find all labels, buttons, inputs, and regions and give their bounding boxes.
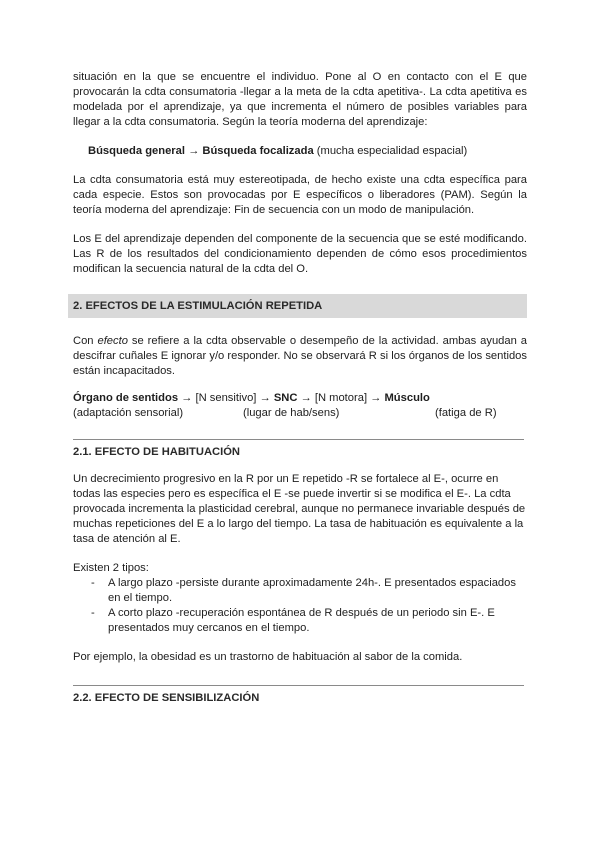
section2-paragraph	[73, 334, 527, 379]
section2-emphasis: efecto	[97, 335, 128, 347]
list-item	[73, 576, 527, 606]
types-list	[73, 576, 527, 636]
chain-arrow-1: → [N sensitivo] →	[178, 392, 274, 404]
intro-paragraph-3: Los E del aprendizaje dependen del componente de la secuencia que se esté modificando. Las R de los resultados del condicionamiento dependen de cómo esos procedimientos modifican la secuencia natural de la cdta del O.	[73, 233, 527, 275]
section-heading-2: 2. EFECTOS DE LA ESTIMULACIÓN REPETIDA	[68, 294, 527, 318]
types-intro: Existen 2 tipos:	[73, 562, 149, 574]
intro-paragraph-1: situación en la que se encuentre el individuo. Pone al O en contacto con el E que provocarán la cdta consumatoria -llegar a la meta de la cdta apetitiva-. La cdta apetitiva es modelada por el aprendizaje, ya que incrementa el número de posibles variables para llegar a la cdta consumatoria. Según la teoría moderna del aprendizaje:	[73, 71, 527, 128]
note-place: (lugar de hab/sens)	[243, 407, 340, 419]
habituation-paragraph: Un decrecimiento progresivo en la R por un E repetido -R se fortalece al E-, ocurre en todas las especies pero es específica el E -se puede invertir si se modifica el E-. La cdta provocada incrementa la plasticidad cerebral, aunque no permanece invariable después de muchas repeticiones del E a lo largo del tiempo. La tasa de habituación es equivalente a la tasa de atención al E.	[73, 473, 526, 545]
list-dash: -	[91, 577, 95, 589]
section2-post: se refiere a la cdta observable o desempeño de la actividad. ambas ayudan a descifrar cuñales E ignorar y/o responder. No se observará R si los órganos de los sentidos están incapacitados.	[73, 335, 527, 377]
list-item-text: A corto plazo -recuperación espontánea de R después de un periodo sin E-. E presentados muy cercanos en el tiempo.	[108, 607, 495, 634]
section-heading-2-2: 2.2. EFECTO DE SENSIBILIZACIÓN	[73, 692, 260, 704]
section2-pre: Con	[73, 335, 98, 347]
chain-organ: Órgano de sentidos	[73, 392, 179, 404]
chain-notes-row	[73, 406, 527, 421]
sensory-chain	[73, 391, 527, 406]
chain-arrow-2: → [N motora] →	[297, 392, 385, 404]
search-sequence-note: (mucha especialidad espacial)	[313, 145, 468, 157]
search-sequence-line	[73, 144, 527, 159]
page-content	[73, 70, 527, 706]
note-fatigue: (fatiga de R)	[435, 407, 497, 419]
section-heading-2-1: 2.1. EFECTO DE HABITUACIÓN	[73, 446, 241, 458]
list-item	[73, 606, 527, 636]
note-adaptation: (adaptación sensorial)	[73, 407, 184, 419]
chain-muscle: Músculo	[384, 392, 430, 404]
chain-snc: SNC	[273, 392, 298, 404]
example-paragraph: Por ejemplo, la obesidad es un trastorno de habituación al sabor de la comida.	[73, 651, 463, 663]
list-dash: -	[91, 607, 95, 619]
intro-paragraph-2: La cdta consumatoria está muy estereotipada, de hecho existe una cdta específica para cada especie. Estos son provocadas por E específicos o liberadores (PAM). Según la teoría moderna del aprendizaje: Fin de secuencia con un modo de manipulación.	[73, 174, 527, 216]
search-sequence-bold: Búsqueda general → Búsqueda focalizada	[88, 145, 314, 157]
list-item-text: A largo plazo -persiste durante aproximadamente 24h-. E presentados espaciados en el tiempo.	[108, 577, 516, 604]
